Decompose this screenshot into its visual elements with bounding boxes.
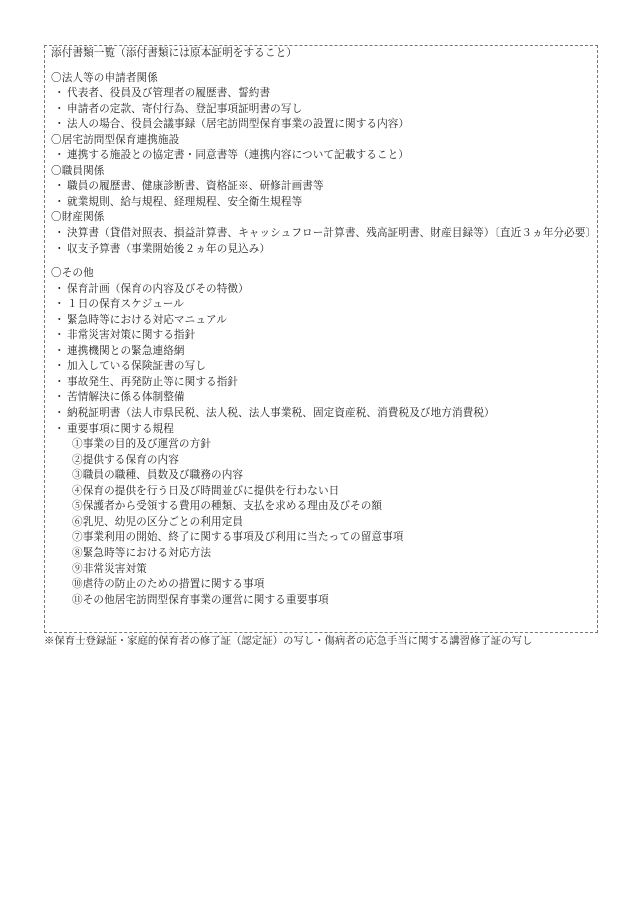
list-item — [51, 406, 597, 422]
bullet-mark: ・ — [54, 344, 65, 357]
bullet-mark: ・ — [54, 195, 65, 208]
bullet-mark: ・ — [54, 360, 65, 373]
section-heading-facility: 〇居宅訪問型保育連携施設 — [51, 133, 180, 146]
section-heading-other: 〇その他 — [51, 267, 94, 280]
list-item-text: 苦情解決に係る体制整備 — [67, 391, 185, 404]
list-item-text: 緊急時等における対応マニュアル — [67, 313, 227, 326]
list-item-text: 保育計画（保育の内容及びその特徴） — [67, 282, 249, 295]
list-item — [51, 226, 597, 242]
sub-list-item: ④保育の提供を行う日及び時間並びに提供を行わない日 — [72, 484, 340, 497]
list-item-text: 重要事項に関する規程 — [67, 422, 174, 435]
list-item — [51, 390, 597, 406]
list-item — [51, 102, 597, 118]
list-item — [51, 375, 597, 391]
sub-list-item: ①事業の目的及び運営の方針 — [72, 438, 212, 451]
sub-list-item: ⑥乳児、幼児の区分ごとの利用定員 — [72, 515, 244, 528]
list-item — [51, 422, 597, 438]
list-item-text: 連携する施設との協定書・同意書等（連携内容について記載すること） — [67, 149, 409, 162]
list-item-text: 法人の場合、役員会議事録（居宅訪問型保育事業の設置に関する内容） — [67, 118, 410, 131]
bullet-mark: ・ — [54, 282, 65, 295]
list-item — [51, 359, 597, 375]
bullet-mark: ・ — [54, 118, 65, 131]
bullet-mark: ・ — [54, 422, 65, 435]
spacer — [51, 257, 597, 266]
list-item — [51, 179, 597, 195]
section-heading-staff: 〇職員関係 — [51, 164, 105, 177]
list-item — [51, 148, 597, 164]
bullet-mark: ・ — [54, 407, 65, 420]
bullet-mark: ・ — [54, 180, 65, 193]
bullet-mark: ・ — [54, 329, 65, 342]
section-heading-applicant: 〇法人等の申請者関係 — [51, 71, 158, 84]
bullet-mark: ・ — [54, 102, 65, 115]
bullet-mark: ・ — [54, 298, 65, 311]
list-item-text: 申請者の定款、寄付行為、登記事項証明書の写し — [67, 102, 303, 115]
list-item-text: 連携機関との緊急連絡網 — [67, 344, 185, 357]
sub-list-item: ②提供する保育の内容 — [72, 453, 179, 466]
list-item — [51, 344, 597, 360]
list-item-text: 職員の履歴書、健康診断書、資格証※、研修計画書等 — [67, 180, 324, 193]
list-item-text: 事故発生、再発防止等に関する指針 — [67, 375, 239, 388]
list-item — [51, 195, 597, 211]
footnote: ※保育士登録証・家庭的保育者の修了証（認定証）の写し・傷病者の応急手当に関する講習修了証の写し — [44, 635, 533, 647]
list-item-text: 加入している保険証書の写し — [67, 360, 207, 373]
list-item — [51, 313, 597, 329]
sub-list-item: ⑩虐待の防止のための措置に関する事項 — [72, 578, 265, 591]
list-item-text: 収支予算書（事業開始後２ヵ年の見込み） — [67, 242, 271, 255]
bullet-mark: ・ — [54, 313, 65, 326]
bullet-mark: ・ — [54, 149, 65, 162]
bullet-mark: ・ — [54, 391, 65, 404]
sub-list-item: ③職員の職種、員数及び職務の内容 — [72, 469, 244, 482]
list-item — [51, 297, 597, 313]
list-item-text: 決算書（貸借対照表、損益計算書、キャッシュフロー計算書、残高証明書、財産目録等）〔直近３ヵ年分必要〕 — [67, 227, 597, 240]
bullet-mark: ・ — [54, 375, 65, 388]
bullet-mark: ・ — [54, 242, 65, 255]
list-item-text: 就業規則、給与規程、経理規程、安全衛生規程等 — [67, 195, 303, 208]
section-heading-property: 〇財産関係 — [51, 211, 105, 224]
document-title: 添付書類一覧（添付書類には原本証明をすること） — [51, 47, 297, 59]
sub-list-item: ⑧緊急時等における対応方法 — [72, 546, 212, 559]
attachment-list — [51, 46, 597, 608]
list-item-text: 納税証明書（法人市県民税、法人税、法人事業税、固定資産税、消費税及び地方消費税） — [67, 407, 495, 420]
sub-list-item: ⑨非常災害対策 — [72, 562, 147, 575]
list-item — [51, 117, 597, 133]
sub-list-item: ⑪その他居宅訪問型保育事業の運営に関する重要事項 — [72, 593, 329, 606]
list-item-text: 非常災害対策に関する指針 — [67, 329, 196, 342]
spacer — [51, 62, 597, 71]
list-item — [51, 328, 597, 344]
list-item — [51, 86, 597, 102]
bullet-mark: ・ — [54, 87, 65, 100]
list-item — [51, 282, 597, 298]
list-item-text: 代表者、役員及び管理者の履歴書、誓約書 — [67, 87, 271, 100]
bullet-mark: ・ — [54, 227, 65, 240]
list-item — [51, 242, 597, 258]
sub-list-item: ⑦事業利用の開始、終了に関する事項及び利用に当たっての留意事項 — [72, 531, 404, 544]
list-item-text: １日の保育スケジュール — [67, 298, 184, 311]
sub-list-item: ⑤保護者から受領する費用の種類、支払を求める理由及びその額 — [72, 500, 383, 513]
